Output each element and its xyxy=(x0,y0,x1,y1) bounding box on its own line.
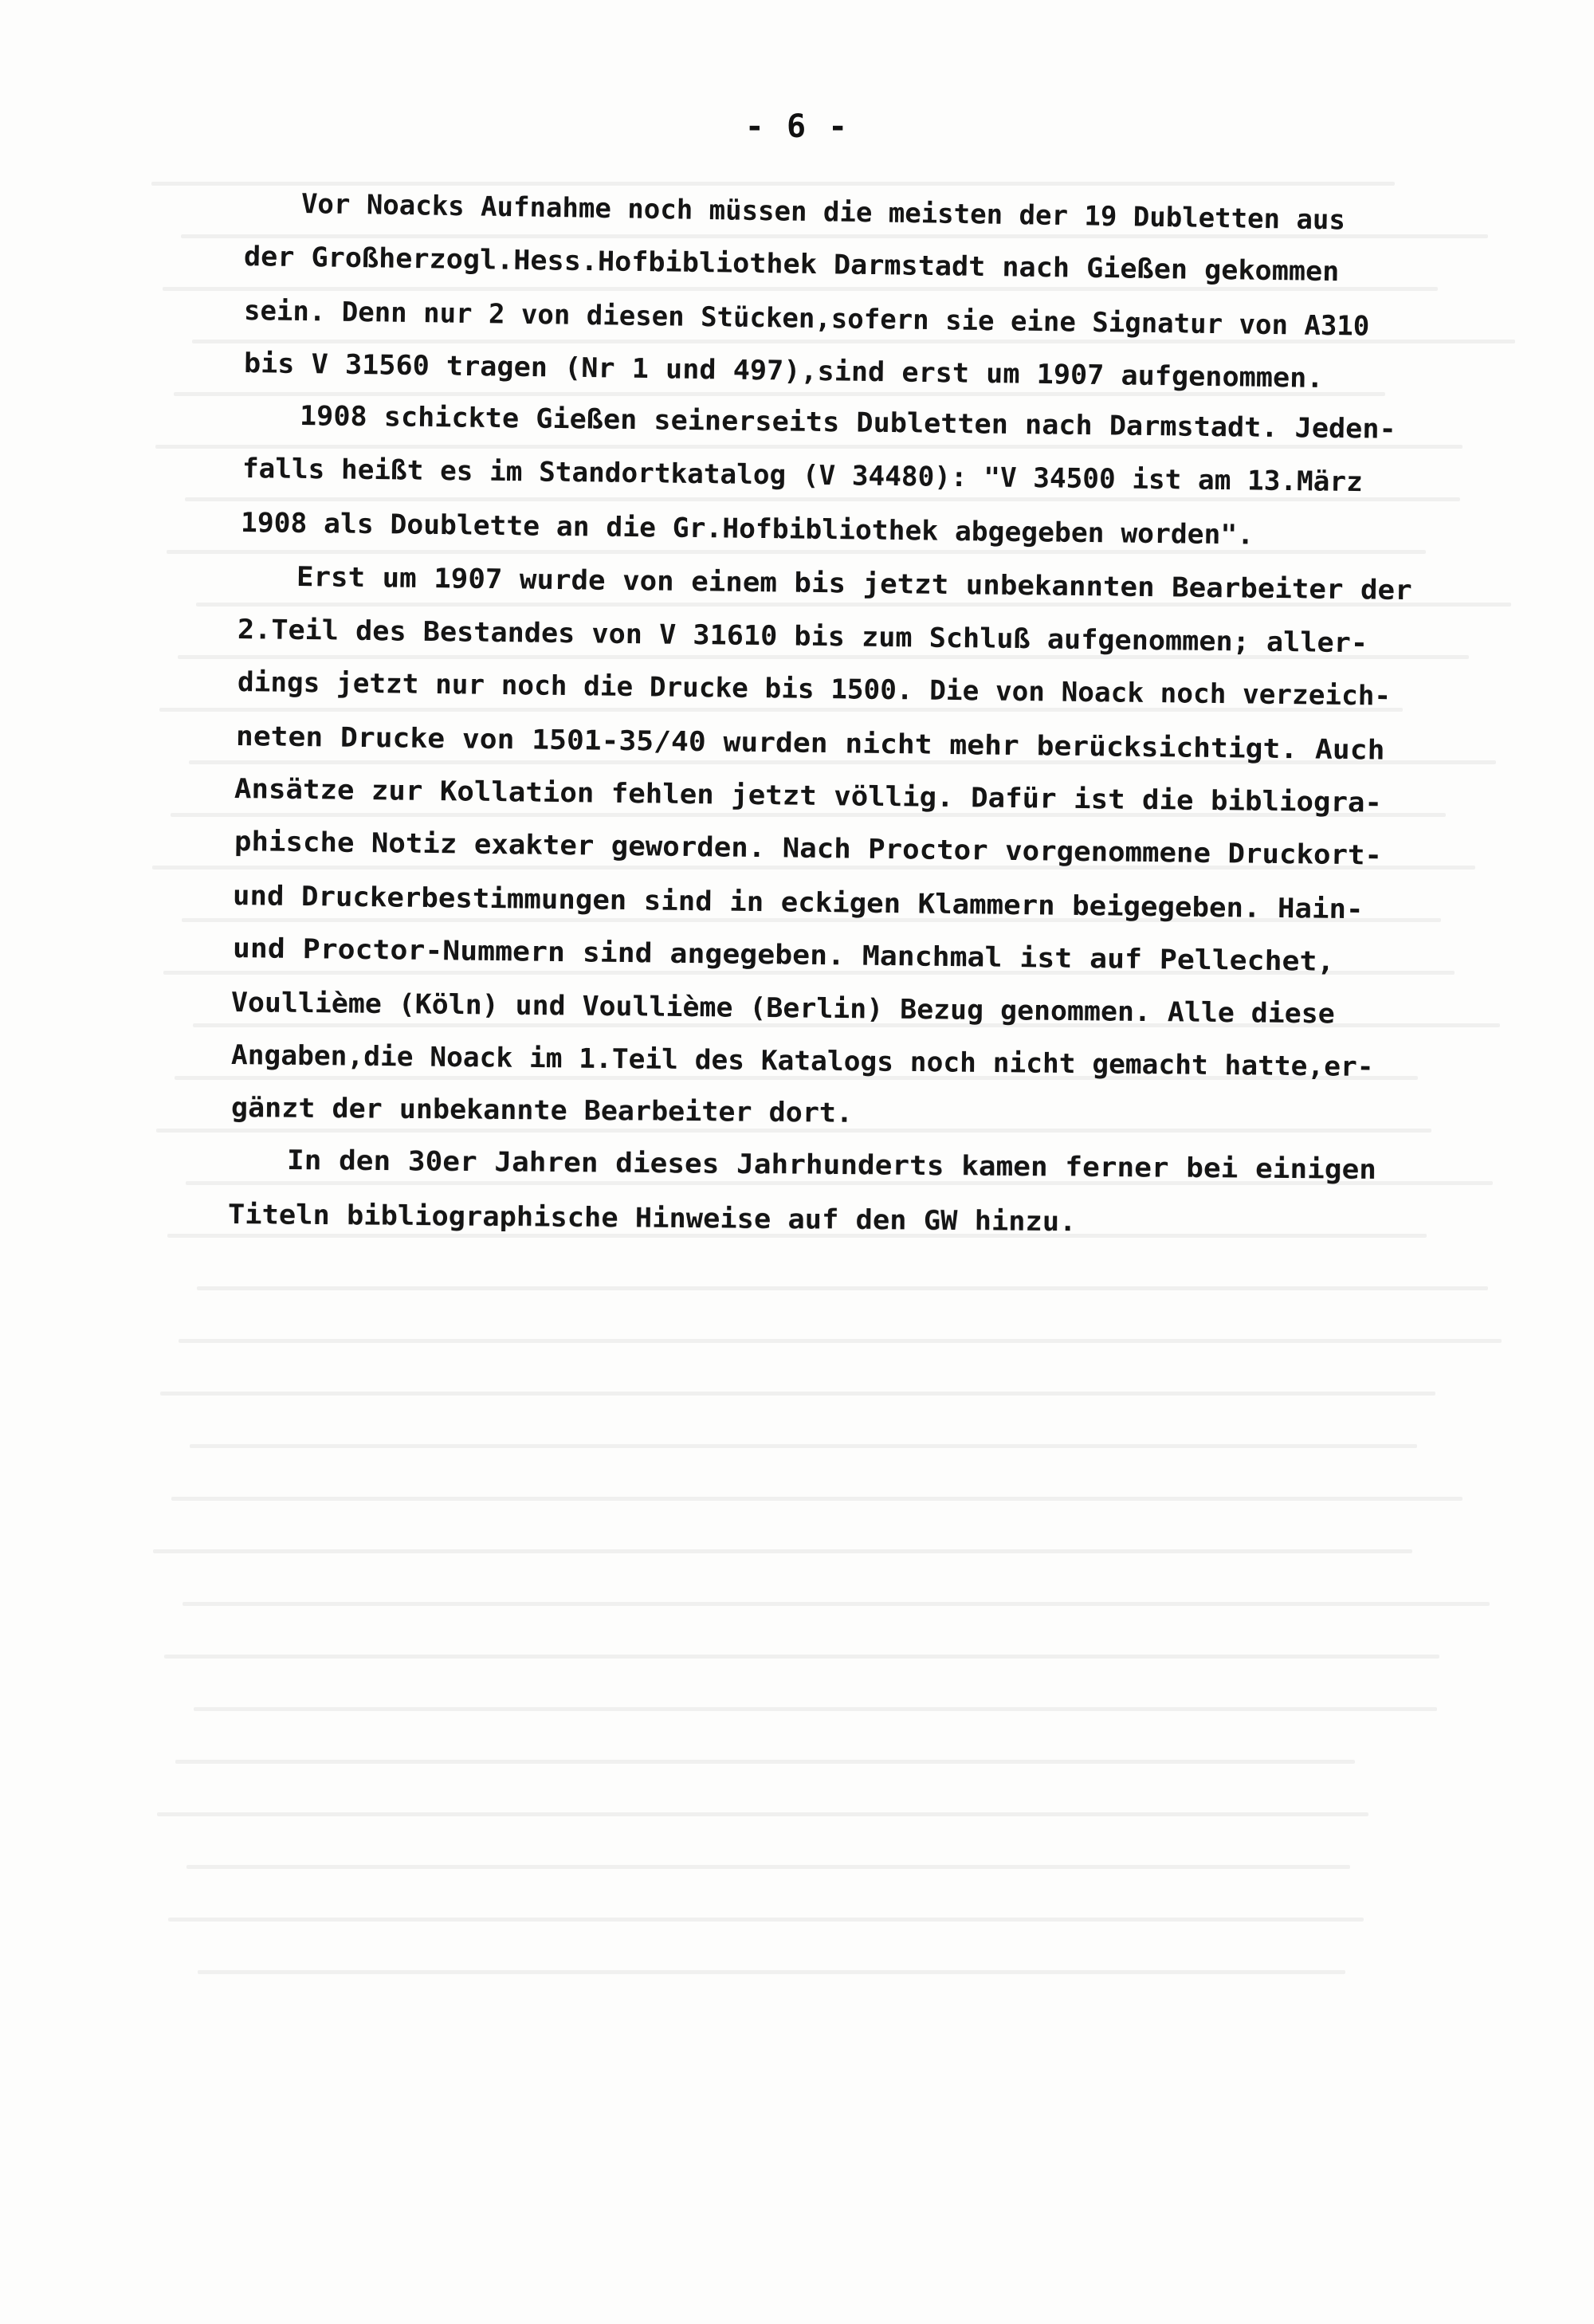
bleed-line xyxy=(156,1129,1431,1133)
bleed-line xyxy=(153,1549,1412,1553)
bleed-line xyxy=(163,287,1438,291)
text-line: phische Notiz exakter geworden. Nach Proctor vorgenommene Druckort- xyxy=(234,826,1383,872)
text-line: 1908 als Doublette an die Gr.Hofbibliothek abgegeben worden". xyxy=(240,507,1254,552)
bleed-line xyxy=(185,497,1460,501)
text-line: dings jetzt nur noch die Drucke bis 1500. Die von Noack noch verzeich- xyxy=(237,666,1392,713)
bleed-line xyxy=(164,1655,1439,1659)
bleed-line xyxy=(151,182,1395,186)
text-line: der Großherzogl.Hess.Hofbibliothek Darmstadt nach Gießen gekommen xyxy=(243,241,1340,289)
text-line: und Druckerbestimmungen sind in eckigen Klammern beigegeben. Hain- xyxy=(232,880,1364,926)
bleed-line xyxy=(168,1918,1364,1922)
text-line: sein. Denn nur 2 von diesen Stücken,sofern sie eine Signatur von A310 xyxy=(243,295,1370,343)
text-line: gänzt der unbekannte Bearbeiter dort. xyxy=(230,1092,854,1129)
bleed-line xyxy=(183,1602,1490,1606)
text-line: Ansätze zur Kollation fehlen jetzt völlig. Dafür ist die bibliogra- xyxy=(234,773,1383,819)
bleed-line xyxy=(186,1865,1350,1869)
text-line: neten Drucke von 1501-35/40 wurden nicht mehr berücksichtigt. Auch xyxy=(235,720,1385,767)
page-number: - 6 - xyxy=(744,108,850,145)
bleed-line xyxy=(157,1812,1368,1816)
text-line: Vor Noacks Aufnahme noch müssen die meisten der 19 Dubletten aus xyxy=(300,188,1346,237)
text-line: 2.Teil des Bestandes von V 31610 bis zum Schluß aufgenommen; aller- xyxy=(237,614,1368,660)
bleed-line xyxy=(175,1760,1355,1764)
bleed-line xyxy=(194,1707,1437,1711)
bleed-line xyxy=(155,445,1462,449)
text-line: Voullième (Köln) und Voullième (Berlin) Bezug genommen. Alle diese xyxy=(230,987,1335,1030)
text-line: falls heißt es im Standortkatalog (V 34480): "V 34500 ist am 13.März xyxy=(241,453,1364,499)
bleed-line xyxy=(179,1339,1502,1343)
bleed-line xyxy=(160,1392,1435,1396)
bleed-line xyxy=(171,1497,1462,1501)
text-line: Angaben,die Noack im 1.Teil des Katalogs noch nicht gemacht hatte,er- xyxy=(230,1039,1374,1084)
bleed-line xyxy=(198,1970,1345,1974)
text-line: bis V 31560 tragen (Nr 1 und 497),sind erst um 1907 aufgenommen. xyxy=(243,347,1324,395)
bleed-line xyxy=(190,1444,1417,1448)
text-line: und Proctor-Nummern sind angegeben. Manchmal ist auf Pellechet, xyxy=(232,932,1335,978)
bleed-line xyxy=(197,1286,1488,1290)
text-line: 1908 schickte Gießen seinerseits Dubletten nach Darmstadt. Jeden- xyxy=(299,400,1396,446)
text-line: Titeln bibliographische Hinweise auf den GW hinzu. xyxy=(227,1199,1077,1239)
text-line: In den 30er Jahren dieses Jahrhunderts kamen ferner bei einigen xyxy=(286,1144,1377,1186)
text-line: Erst um 1907 wurde von einem bis jetzt unbekannten Bearbeiter der xyxy=(296,561,1412,607)
